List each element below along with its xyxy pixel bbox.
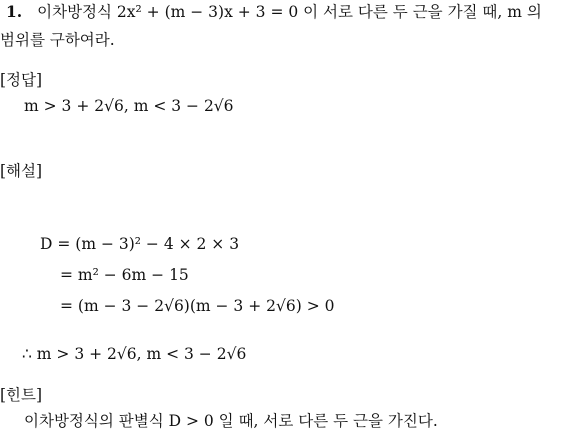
problem-statement-line1: 이차방정식 2x² + (m − 3)x + 3 = 0 이 서로 다른 두 근을 가질 때, m 의 bbox=[37, 3, 542, 21]
problem-number: 1. bbox=[6, 2, 23, 21]
explanation-step-1: D = (m − 3)² − 4 × 2 × 3 bbox=[40, 235, 240, 253]
problem-line-2: 범위를 구하여라. bbox=[0, 31, 115, 49]
explanation-step-3: = (m − 3 − 2√6)(m − 3 + 2√6) > 0 bbox=[60, 297, 335, 315]
hint-text: 이차방정식의 판별식 D > 0 일 때, 서로 다른 두 근을 가진다. bbox=[24, 412, 438, 430]
explanation-heading: [해설] bbox=[0, 162, 43, 180]
answer-heading: [정답] bbox=[0, 71, 43, 89]
problem-line-1 bbox=[6, 2, 542, 22]
hint-heading: [힌트] bbox=[0, 386, 43, 404]
answer-text: m > 3 + 2√6, m < 3 − 2√6 bbox=[24, 97, 234, 115]
explanation-conclusion: ∴ m > 3 + 2√6, m < 3 − 2√6 bbox=[22, 345, 247, 363]
explanation-step-2: = m² − 6m − 15 bbox=[60, 266, 189, 284]
